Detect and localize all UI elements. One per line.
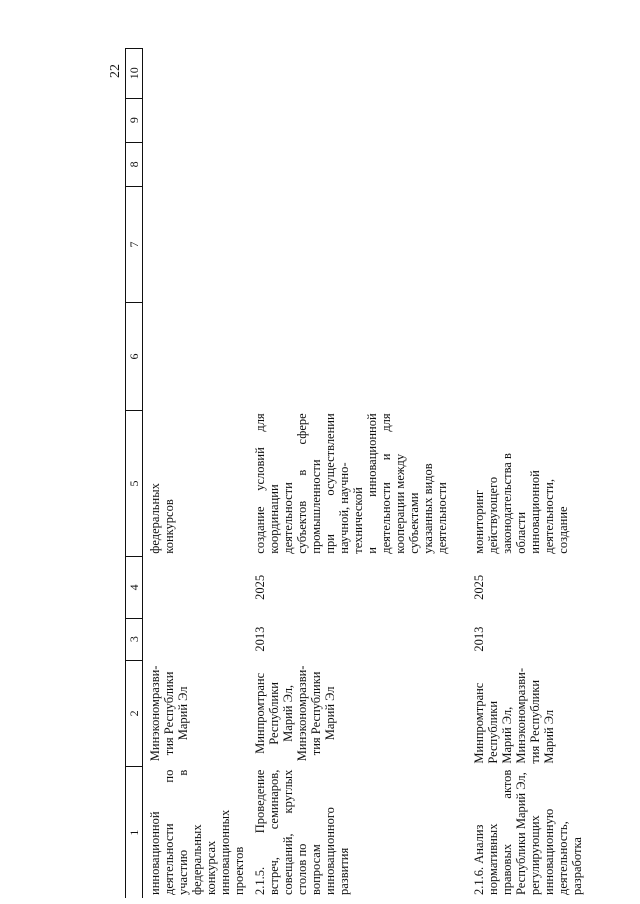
rotated-table-container [125,48,584,898]
start-year-cell [143,618,249,660]
program-table [125,48,586,898]
start-year-cell: 2013 [472,626,486,652]
column-header: 10 [126,49,143,99]
empty-cell [467,186,586,302]
column-header: 8 [126,142,143,186]
column-header: 3 [126,618,143,660]
column-header: 9 [126,98,143,142]
table-row [248,49,467,899]
end-year-cell [143,557,249,618]
empty-cell [143,303,249,411]
column-header: 1 [126,767,143,898]
executor-cell: Минпромтранс Республики Марий Эл, Минэкономразви- тия Республики Марий Эл [472,668,556,764]
measure-cell: инновационной деятельности по участию в федеральных конкурсах инновационных проектов [148,769,246,895]
page-number: 22 [108,64,123,78]
end-year-cell: 2025 [253,574,267,600]
empty-cell [467,303,586,411]
empty-cell [143,98,249,142]
table-header-row [126,49,143,899]
executor-cell: Минпромтранс Республики Марий Эл, Минэкономразви- тия Республики Марий Эл [253,665,337,762]
result-cell: мониторинг действующего законодательства в области инновационной деятельности, создание [472,453,570,554]
empty-cell [248,49,467,99]
empty-cell [248,186,467,302]
column-header: 7 [126,186,143,302]
empty-cell [467,98,586,142]
empty-cell [248,303,467,411]
column-header: 6 [126,303,143,411]
measure-cell: 2.1.5. Проведение встреч, семинаров, совещаний, круглых столов по вопросам инновационного развития [253,769,351,895]
empty-cell [248,142,467,186]
measure-cell: 2.1.6. Анализ нормативных правовых актов Республики Марий Эл, регулирующих инновационную деятельность, разработка [472,769,584,895]
empty-cell [248,98,467,142]
result-cell: федеральных конкурсов [148,483,176,554]
end-year-cell: 2025 [472,574,486,600]
table-row [143,49,249,899]
column-header: 4 [126,557,143,618]
empty-cell [467,49,586,99]
result-cell: создание условий для координации деятельности субъектов в сфере промышленности при осуществлении научной, научно- технической и инновационной деятельности и для кооперации между субъектами указанных видов деятельности [253,413,449,554]
empty-cell [467,142,586,186]
column-header: 2 [126,660,143,767]
empty-cell [143,142,249,186]
empty-cell [143,49,249,99]
table-row [467,49,586,899]
start-year-cell: 2013 [253,626,267,652]
executor-cell: Минэкономразви- тия Республики Марий Эл [148,665,190,762]
empty-cell [143,186,249,302]
column-header: 5 [126,410,143,556]
